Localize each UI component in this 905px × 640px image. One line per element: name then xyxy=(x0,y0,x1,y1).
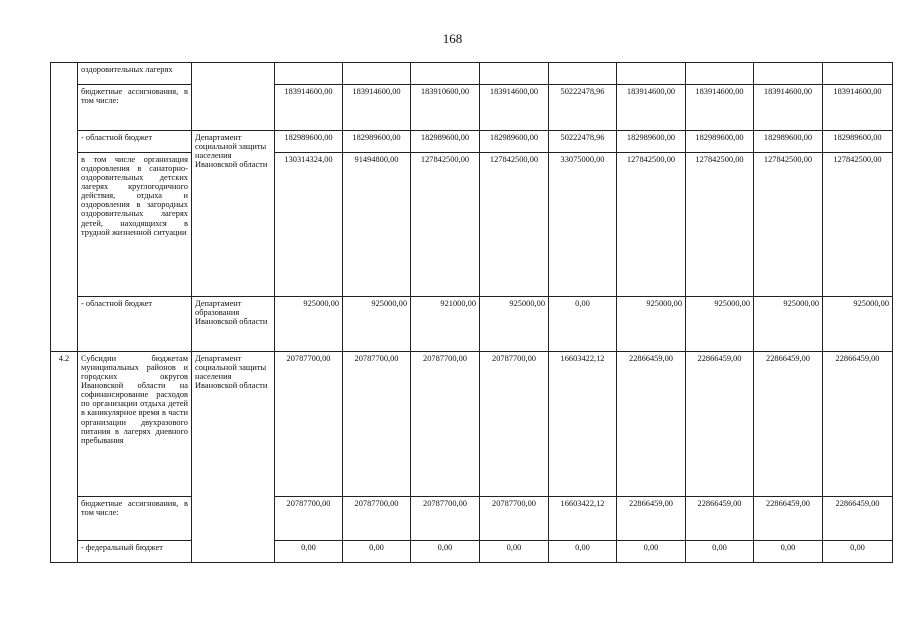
amount-cell: 22866459,00 xyxy=(617,352,686,497)
amount-cell: 22866459,00 xyxy=(686,497,754,541)
department-cell: Департамент социальной защиты населения Ивановской области xyxy=(192,131,275,297)
amount-cell xyxy=(754,63,823,85)
amount-cell: 20787700,00 xyxy=(411,352,480,497)
amount-cell: 182989600,00 xyxy=(275,131,343,153)
amount-cell: 20787700,00 xyxy=(411,497,480,541)
amount-cell: 50222478,96 xyxy=(549,85,617,131)
row-name-cell: оздоровительных лагерях xyxy=(78,63,192,85)
amount-cell: 20787700,00 xyxy=(343,352,411,497)
amount-cell: 127842500,00 xyxy=(686,153,754,297)
amount-cell: 22866459,00 xyxy=(754,497,823,541)
table-row xyxy=(51,297,893,352)
amount-cell: 0,00 xyxy=(480,541,549,563)
department-cell: Департамент социальной защиты населения Ивановской области xyxy=(192,352,275,563)
amount-cell xyxy=(275,63,343,85)
amount-cell: 0,00 xyxy=(754,541,823,563)
amount-cell: 0,00 xyxy=(275,541,343,563)
amount-cell: 20787700,00 xyxy=(480,352,549,497)
amount-cell: 20787700,00 xyxy=(275,352,343,497)
row-name-cell: бюджетные ассигнования, в том числе: xyxy=(78,497,192,541)
amount-cell: 182989600,00 xyxy=(617,131,686,153)
table-row xyxy=(51,541,893,563)
row-name-cell: бюджетные ассигнования, в том числе: xyxy=(78,85,192,131)
table-row xyxy=(51,497,893,541)
amount-cell: 0,00 xyxy=(343,541,411,563)
amount-cell: 16603422,12 xyxy=(549,352,617,497)
table-row xyxy=(51,63,893,85)
department-cell xyxy=(192,63,275,131)
amount-cell: 0,00 xyxy=(549,297,617,352)
amount-cell xyxy=(823,63,893,85)
amount-cell: 22866459,00 xyxy=(617,497,686,541)
amount-cell: 22866459,00 xyxy=(686,352,754,497)
amount-cell: 20787700,00 xyxy=(343,497,411,541)
amount-cell: 182989600,00 xyxy=(411,131,480,153)
amount-cell: 182989600,00 xyxy=(754,131,823,153)
amount-cell xyxy=(480,63,549,85)
table-row xyxy=(51,85,893,131)
amount-cell: 183910600,00 xyxy=(411,85,480,131)
table-row xyxy=(51,352,893,497)
amount-cell: 183914600,00 xyxy=(343,85,411,131)
amount-cell: 0,00 xyxy=(686,541,754,563)
amount-cell: 925000,00 xyxy=(686,297,754,352)
amount-cell: 183914600,00 xyxy=(275,85,343,131)
amount-cell: 50222478,96 xyxy=(549,131,617,153)
amount-cell: 182989600,00 xyxy=(823,131,893,153)
amount-cell: 91494800,00 xyxy=(343,153,411,297)
amount-cell: 22866459,00 xyxy=(823,497,893,541)
amount-cell: 127842500,00 xyxy=(411,153,480,297)
amount-cell: 183914600,00 xyxy=(480,85,549,131)
amount-cell: 183914600,00 xyxy=(686,85,754,131)
amount-cell: 22866459,00 xyxy=(754,352,823,497)
row-name-cell: Субсидии бюджетам муниципальных районов и городских округов Ивановской области на софинансирование расходов по организации отдыха детей в каникулярное время в части организации двухразового питания в лагерях дневного пребывания xyxy=(78,352,192,497)
amount-cell: 182989600,00 xyxy=(343,131,411,153)
amount-cell: 925000,00 xyxy=(617,297,686,352)
amount-cell: 921000,00 xyxy=(411,297,480,352)
row-name-cell: - федеральный бюджет xyxy=(78,541,192,563)
amount-cell: 182989600,00 xyxy=(480,131,549,153)
table-row xyxy=(51,131,893,153)
amount-cell: 16603422,12 xyxy=(549,497,617,541)
amount-cell: 0,00 xyxy=(549,541,617,563)
amount-cell: 127842500,00 xyxy=(754,153,823,297)
row-name-cell: - областной бюджет xyxy=(78,297,192,352)
amount-cell: 20787700,00 xyxy=(480,497,549,541)
budget-table xyxy=(50,62,893,563)
amount-cell: 925000,00 xyxy=(480,297,549,352)
amount-cell: 183914600,00 xyxy=(754,85,823,131)
amount-cell: 22866459,00 xyxy=(823,352,893,497)
amount-cell: 130314324,00 xyxy=(275,153,343,297)
amount-cell: 0,00 xyxy=(823,541,893,563)
amount-cell xyxy=(343,63,411,85)
amount-cell: 0,00 xyxy=(617,541,686,563)
row-number-cell xyxy=(51,63,78,352)
table-row xyxy=(51,153,893,297)
amount-cell xyxy=(411,63,480,85)
row-name-cell: в том числе организация оздоровления в санаторно-оздоровительных детских лагерях круглогодичного действия, отдыха и оздоровления в загородных оздоровительных лагерях детей, находящихся в трудной жизненной ситуации xyxy=(78,153,192,297)
amount-cell: 183914600,00 xyxy=(617,85,686,131)
amount-cell xyxy=(549,63,617,85)
page-number: 168 xyxy=(442,31,463,46)
amount-cell: 127842500,00 xyxy=(480,153,549,297)
department-cell: Департамент образования Ивановской области xyxy=(192,297,275,352)
amount-cell: 925000,00 xyxy=(823,297,893,352)
row-number-cell: 4.2 xyxy=(51,352,78,563)
amount-cell: 925000,00 xyxy=(343,297,411,352)
amount-cell: 182989600,00 xyxy=(686,131,754,153)
amount-cell xyxy=(617,63,686,85)
amount-cell: 925000,00 xyxy=(275,297,343,352)
amount-cell: 0,00 xyxy=(411,541,480,563)
amount-cell: 183914600,00 xyxy=(823,85,893,131)
amount-cell: 127842500,00 xyxy=(823,153,893,297)
amount-cell: 33075000,00 xyxy=(549,153,617,297)
amount-cell xyxy=(686,63,754,85)
row-name-cell: - областной бюджет xyxy=(78,131,192,153)
amount-cell: 925000,00 xyxy=(754,297,823,352)
amount-cell: 20787700,00 xyxy=(275,497,343,541)
amount-cell: 127842500,00 xyxy=(617,153,686,297)
